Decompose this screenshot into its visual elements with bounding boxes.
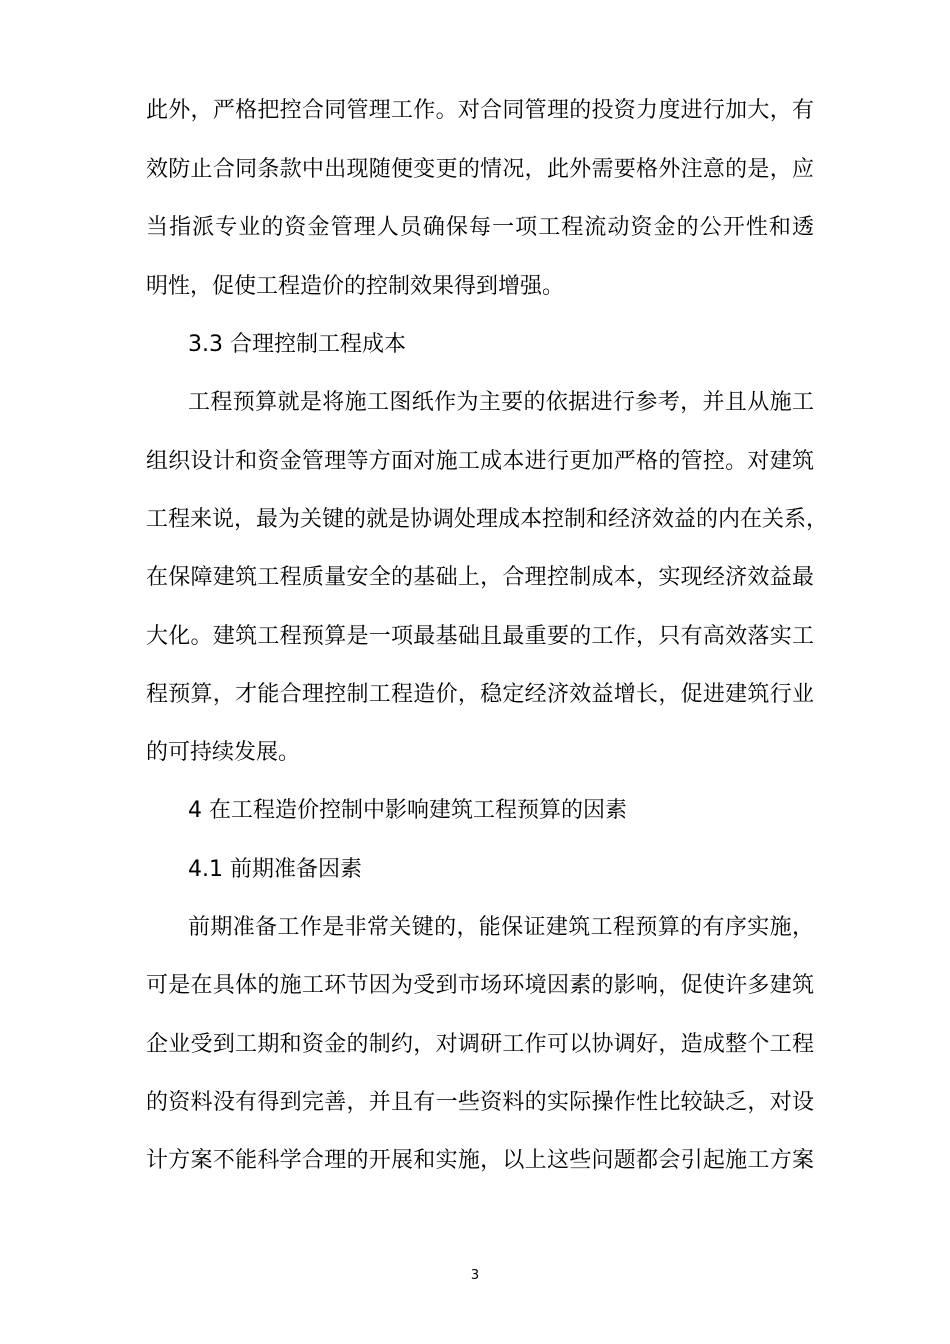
body-text-line: 在保障建筑工程质量安全的基础上，合理控制成本，实现经济效益最 <box>146 565 814 590</box>
subsection-heading: 4.1 前期准备因素 <box>188 857 362 882</box>
body-text-line: 此外，严格把控合同管理工作。对合同管理的投资力度进行加大，有 <box>146 98 814 123</box>
body-text-line: 可是在具体的施工环节因为受到市场环境因素的影响，促使许多建筑 <box>146 973 814 998</box>
body-text-line: 当指派专业的资金管理人员确保每一项工程流动资金的公开性和透 <box>146 215 814 240</box>
body-text-line: 前期准备工作是非常关键的，能保证建筑工程预算的有序实施， <box>188 915 814 940</box>
section-heading: 3.3 合理控制工程成本 <box>188 332 406 357</box>
body-text-line: 计方案不能科学合理的开展和实施，以上这些问题都会引起施工方案 <box>146 1148 814 1173</box>
body-text-line: 明性，促使工程造价的控制效果得到增强。 <box>146 274 565 299</box>
body-text-line: 工程预算就是将施工图纸作为主要的依据进行参考，并且从施工 <box>188 390 814 415</box>
body-text-line: 的资料没有得到完善，并且有一些资料的实际操作性比较缺乏，对设 <box>146 1090 814 1115</box>
body-text-line: 企业受到工期和资金的制约，对调研工作可以协调好，造成整个工程 <box>146 1032 814 1057</box>
body-text-line: 组织设计和资金管理等方面对施工成本进行更加严格的管控。对建筑 <box>146 449 814 474</box>
body-text-line: 效防止合同条款中出现随便变更的情况，此外需要格外注意的是，应 <box>146 157 814 182</box>
body-text-line: 程预算，才能合理控制工程造价，稳定经济效益增长，促进建筑行业 <box>146 682 814 707</box>
body-text-line: 工程来说，最为关键的就是协调处理成本控制和经济效益的内在关系， <box>146 507 829 532</box>
section-heading: 4 在工程造价控制中影响建筑工程预算的因素 <box>188 798 627 823</box>
page-number: 3 <box>470 1268 480 1283</box>
body-text-line: 的可持续发展。 <box>146 740 301 765</box>
body-text-line: 大化。建筑工程预算是一项最基础且最重要的工作，只有高效落实工 <box>146 624 814 649</box>
